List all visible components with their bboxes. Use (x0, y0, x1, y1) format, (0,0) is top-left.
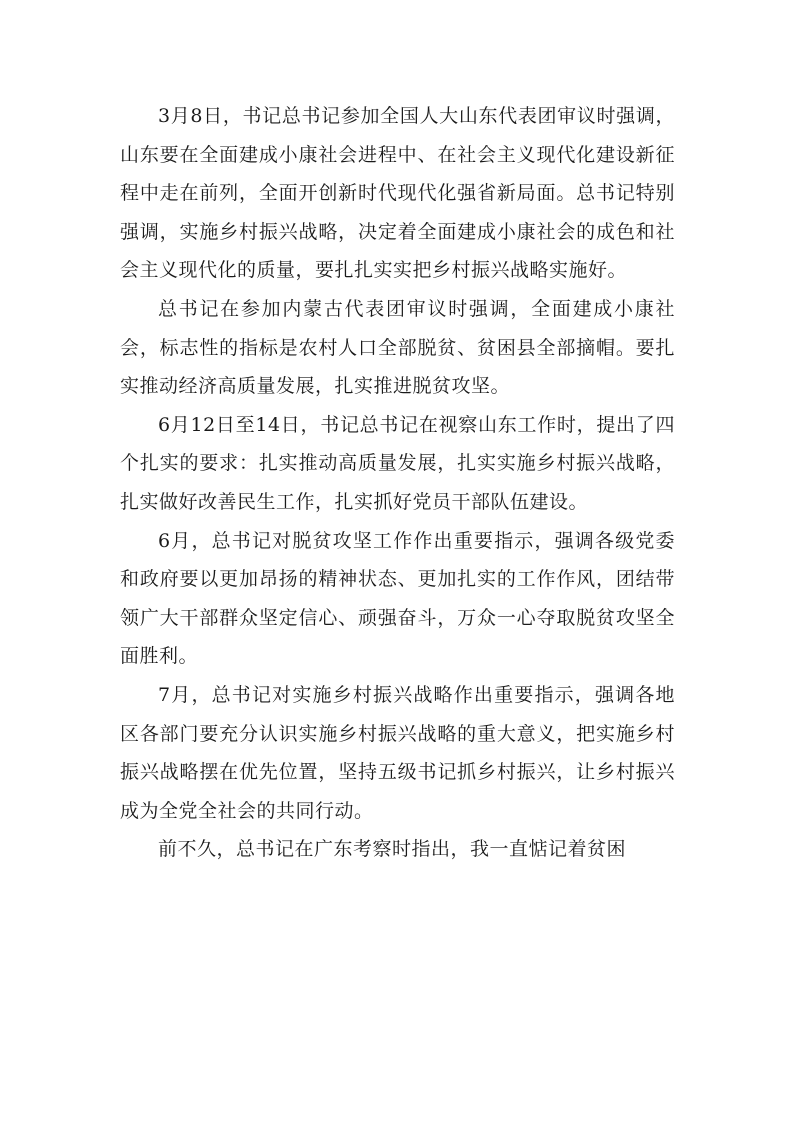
paragraph-3: 6月12日至14日，书记总书记在视察山东工作时，提出了四个扎实的要求：扎实推动高质量发展，扎实实施乡村振兴战略，扎实做好改善民生工作，扎实抓好党员干部队伍建设。 (120, 413, 675, 513)
paragraph-2: 总书记在参加内蒙古代表团审议时强调，全面建成小康社会，标志性的指标是农村人口全部脱贫、贫困县全部摘帽。要扎实推动经济高质量发展，扎实推进脱贫攻坚。 (120, 297, 675, 398)
paragraph-4: 6月，总书记对脱贫攻坚工作作出重要指示，强调各级党委和政府要以更加昂扬的精神状态、更加扎实的工作作风，团结带领广大干部群众坚定信心、顽强奋斗，万众一心夺取脱贫攻坚全面胜利。 (120, 529, 675, 668)
document-body (120, 97, 675, 869)
paragraph-6: 前不久，总书记在广东考察时指出，我一直惦记着贫困 (158, 838, 627, 861)
paragraph-5: 7月，总书记对实施乡村振兴战略作出重要指示，强调各地区各部门要充分认识实施乡村振兴战略的重大意义，把实施乡村振兴战略摆在优先位置，坚持五级书记抓乡村振兴，让乡村振兴成为全党全社会的共同行动。 (120, 683, 675, 822)
paragraph-1: 3月8日，书记总书记参加全国人大山东代表团审议时强调，山东要在全面建成小康社会进程中、在社会主义现代化建设新征程中走在前列，全面开创新时代现代化强省新局面。总书记特别强调，实施乡村振兴战略，决定着全面建成小康社会的成色和社会主义现代化的质量，要扎扎实实把乡村振兴战略实施好。 (120, 105, 675, 282)
